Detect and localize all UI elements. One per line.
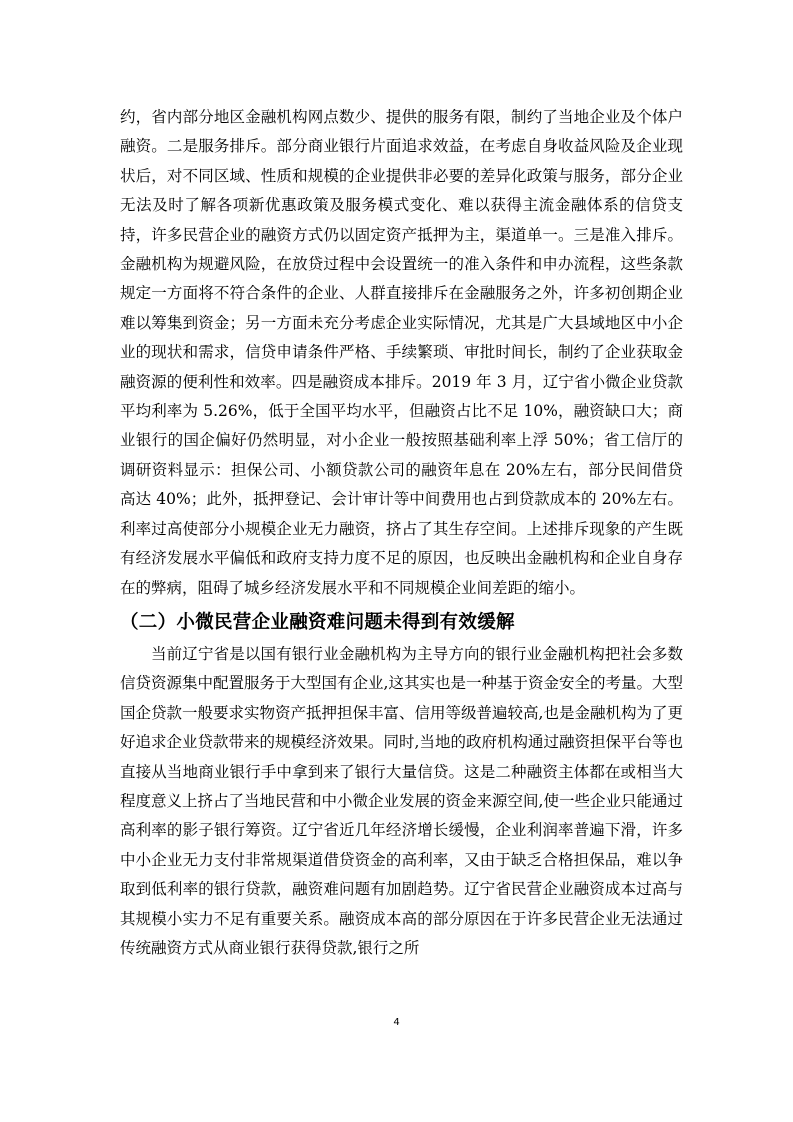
body-paragraph: 当前辽宁省是以国有银行业金融机构为主导方向的银行业金融机构把社会多数信贷资源集中配置服务于大型国有企业,这其实也是一种基于资金安全的考量。大型国企贷款一般要求实物资产抵押担保丰富、信用等级普遍较高,也是金融机构为了更好追求企业贷款带来的规模经济效果。同时,当地的政府机构通过融资担保平台等也直接从当地商业银行手中拿到来了银行大量信贷。这是二种融资主体都在或相当大程度意义上挤占了当地民营和中小微企业发展的资金来源空间,使一些企业只能通过高利率的影子银行筹资。辽宁省近几年经济增长缓慢，企业利润率普遍下滑，许多中小企业无力支付非常规渠道借贷资金的高利率，又由于缺乏合格担保品，难以争取到低利率的银行贷款，融资难问题有加剧趋势。辽宁省民营企业融资成本过高与其规模小实力不足有重要关系。融资成本高的部分原因在于许多民营企业无法通过传统融资方式从商业银行获得贷款,银行之所 <box>120 644 683 957</box>
page-number: 4 <box>393 1017 400 1028</box>
body-paragraph: 约，省内部分地区金融机构网点数少、提供的服务有限，制约了当地企业及个体户融资。二是服务排斥。部分商业银行片面追求效益，在考虑自身收益风险及企业现状后，对不同区域、性质和规模的企业提供非必要的差异化政策与服务，部分企业无法及时了解各项新优惠政策及服务模式变化、难以获得主流金融体系的信贷支持，许多民营企业的融资方式仍以固定资产抵押为主，渠道单一。三是准入排斥。金融机构为规避风险，在放贷过程中会设置统一的准入条件和申办流程，这些条款规定一方面将不符合条件的企业、人群直接排斥在金融服务之外，许多初创期企业难以筹集到资金；另一方面未充分考虑企业实际情况，尤其是广大县域地区中小企业的现状和需求，信贷申请条件严格、手续繁琐、审批时间长，制约了企业获取金融资源的便利性和效率。四是融资成本排斥。2019 年 3 月，辽宁省小微企业贷款平均利率为 5.26%，低于全国平均水平，但融资占比不足 10%，融资缺口大；商业银行的国企偏好仍然明显，对小企业一般按照基础利率上浮 50%；省工信厅的调研资料显示：担保公司、小额贷款公司的融资年息在 20%左右，部分民间借贷高达 40%；此外，抵押登记、会计审计等中间费用也占到贷款成本的 20%左右。利率过高使部分小规模企业无力融资，挤占了其生存空间。上述排斥现象的产生既有经济发展水平偏低和政府支持力度不足的原因，也反映出金融机构和企业自身存在的弊病，阻碍了城乡经济发展水平和不同规模企业间差距的缩小。 <box>120 108 683 597</box>
section-heading: （二）小微民营企业融资难问题未得到有效缓解 <box>120 611 515 633</box>
document-body <box>120 103 683 963</box>
